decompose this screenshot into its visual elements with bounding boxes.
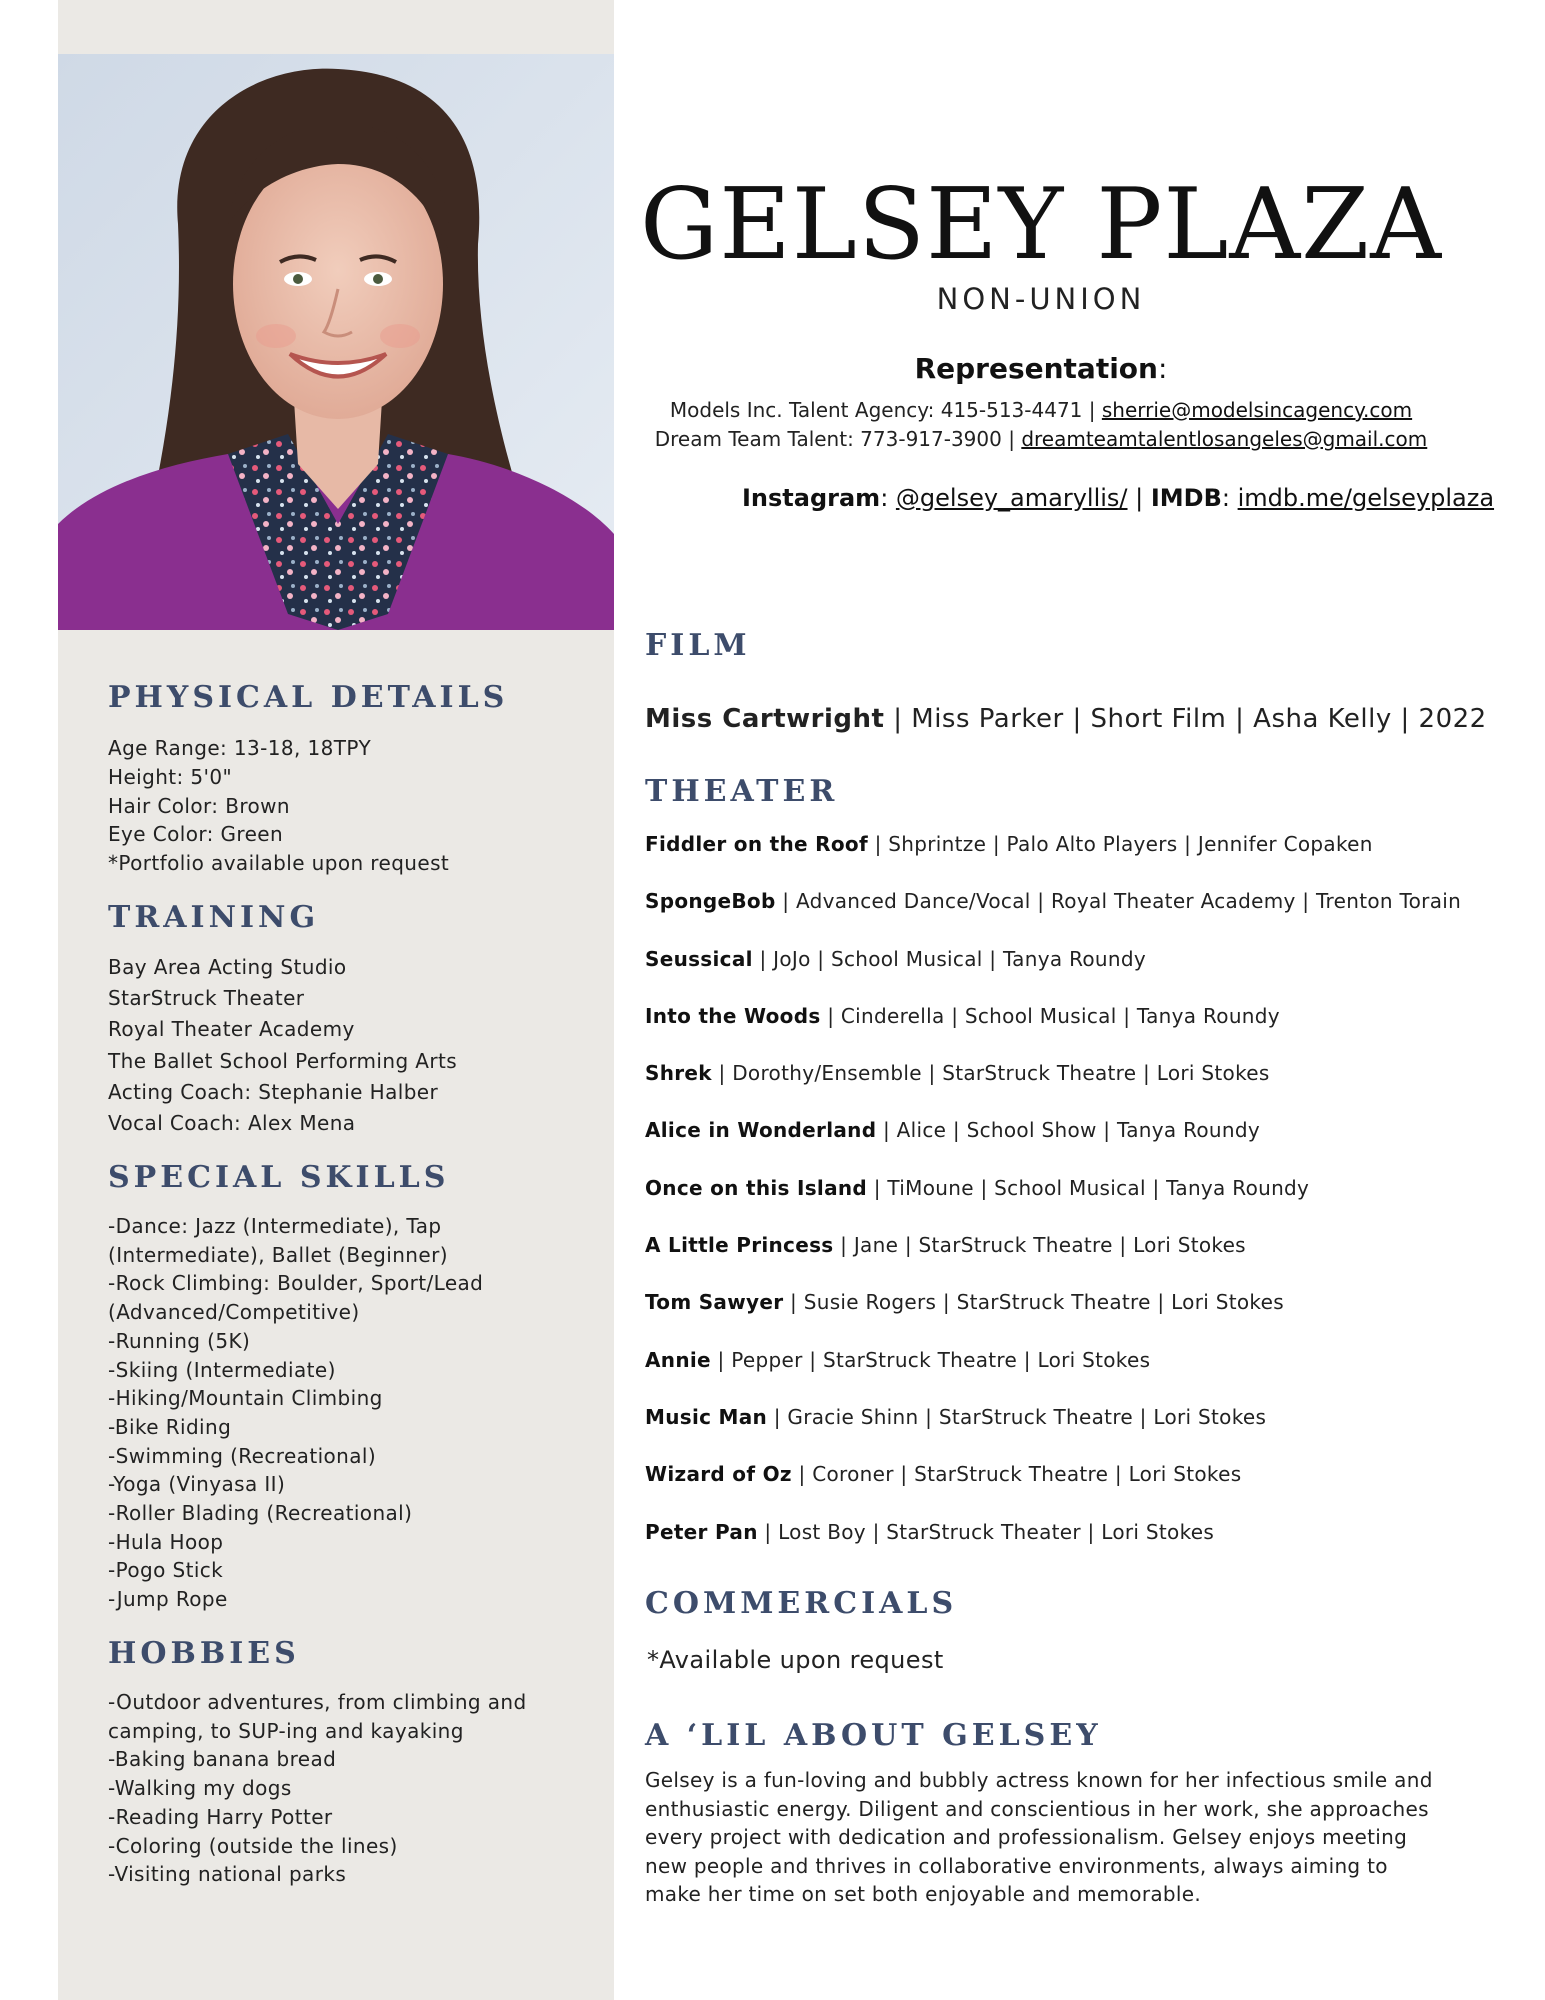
theater-credit: [645, 1520, 1461, 1577]
representation-label: Representation: [914, 352, 1158, 385]
physical-details-list: [108, 734, 449, 878]
credit-details: | Shprintze | Palo Alto Players | Jennifer Copaken: [867, 832, 1373, 856]
theater-title: THEATER: [645, 774, 839, 809]
credit-title: Wizard of Oz: [645, 1462, 792, 1487]
agency-email-link[interactable]: sherrie@modelsincagency.com: [1101, 398, 1413, 422]
film-title: FILM: [645, 628, 751, 663]
list-item: camping, to SUP-ing and kayaking: [108, 1718, 464, 1743]
headshot-photo: [58, 54, 614, 630]
credit-title: Tom Sawyer: [645, 1290, 784, 1315]
list-item: Hair Color: Brown: [108, 793, 290, 818]
theater-credit: [645, 1290, 1461, 1347]
list-item: -Bike Riding: [108, 1414, 232, 1439]
credit-title: A Little Princess: [645, 1233, 834, 1258]
list-item: (Advanced/Competitive): [108, 1300, 360, 1325]
imdb-label: IMDB: [1150, 484, 1222, 512]
list-item: StarStruck Theater: [108, 986, 305, 1011]
theater-credit: [645, 1004, 1461, 1061]
list-item: -Visiting national parks: [108, 1862, 347, 1887]
credit-details: | Pepper | StarStruck Theatre | Lori Stokes: [710, 1347, 1151, 1372]
list-item: -Running (5K): [108, 1328, 251, 1353]
credit-details: | Susie Rogers | StarStruck Theatre | Lori Stokes: [783, 1290, 1284, 1315]
credit-title: Miss Cartwright: [645, 704, 885, 734]
list-item: -Walking my dogs: [108, 1776, 292, 1801]
theater-credit: [645, 1462, 1461, 1519]
credit-title: Fiddler on the Roof: [645, 832, 868, 856]
credit-details: | Advanced Dance/Vocal | Royal Theater Academy | Trenton Torain: [775, 889, 1462, 914]
credit-title: Seussical: [645, 946, 753, 971]
credit-details: | Jane | StarStruck Theatre | Lori Stokes: [833, 1233, 1246, 1258]
list-item: Vocal Coach: Alex Mena: [108, 1111, 356, 1136]
credit-details: | TiMoune | School Musical | Tanya Roundy: [867, 1175, 1310, 1200]
list-item: -Hula Hoop: [108, 1529, 224, 1554]
list-item: -Swimming (Recreational): [108, 1443, 377, 1468]
list-item: The Ballet School Performing Arts: [108, 1048, 458, 1073]
theater-credit: [645, 1118, 1461, 1175]
theater-credit: [645, 1176, 1461, 1233]
credit-title: SpongeBob: [645, 889, 776, 914]
agency-contact: Dream Team Talent: 773-917-3900 |: [654, 427, 1022, 451]
special-skills-title: SPECIAL SKILLS: [108, 1160, 450, 1195]
list-item: -Yoga (Vinyasa II): [108, 1472, 286, 1497]
list-item: -Pogo Stick: [108, 1558, 224, 1583]
about-paragraph: Gelsey is a fun-loving and bubbly actress known for her infectious smile and enthusiastic energy. Diligent and conscientious in her work, she approaches every project with dedication and professionalism. Gelsey enjoys meeting new people and thrives in collaborative environments, always aiming to make her time on set both enjoyable and memorable.: [645, 1768, 1433, 1907]
list-item: Height: 5'0": [108, 764, 233, 789]
credit-title: Annie: [645, 1347, 711, 1372]
credit-details: | JoJo | School Musical | Tanya Roundy: [752, 946, 1146, 971]
list-item: Age Range: 13-18, 18TPY: [108, 736, 372, 760]
credit-title: Once on this Island: [645, 1175, 868, 1200]
theater-credit: [645, 947, 1461, 1004]
union-status: NON-UNION: [936, 282, 1146, 316]
credit-details: | Gracie Shinn | StarStruck Theatre | Lori Stokes: [767, 1404, 1267, 1429]
commercials-note: *Available upon request: [647, 1646, 944, 1674]
representation-heading: Representation:: [914, 352, 1168, 385]
list-item: -Skiing (Intermediate): [108, 1357, 336, 1382]
list-item: (Intermediate), Ballet (Beginner): [108, 1242, 448, 1267]
credit-details: | Lost Boy | StarStruck Theater | Lori Stokes: [757, 1519, 1215, 1544]
imdb-link[interactable]: imdb.me/gelseyplaza: [1237, 484, 1495, 512]
instagram-label: Instagram: [742, 484, 881, 512]
list-item: Eye Color: Green: [108, 822, 284, 847]
credit-title: Alice in Wonderland: [645, 1118, 877, 1143]
credit-details: | Miss Parker | Short Film | Asha Kelly | 2022: [884, 704, 1487, 734]
special-skills-list: [108, 1212, 483, 1614]
list-item: -Roller Blading (Recreational): [108, 1501, 413, 1526]
theater-credit: [645, 1348, 1461, 1405]
physical-details-title: PHYSICAL DETAILS: [108, 680, 509, 715]
theater-credit: [645, 832, 1461, 889]
list-item: Acting Coach: Stephanie Halber: [108, 1079, 439, 1104]
credit-details: | Dorothy/Ensemble | StarStruck Theatre | Lori Stokes: [711, 1061, 1270, 1086]
credit-details: | Coroner | StarStruck Theatre | Lori Stokes: [791, 1462, 1242, 1487]
hobbies-list: [108, 1688, 527, 1889]
theater-credit: [645, 889, 1461, 946]
social-links: Instagram: @gelsey_amaryllis/ | IMDB: imdb.me/gelseyplaza: [742, 484, 1495, 512]
about-title: A ‘LIL ABOUT GELSEY: [645, 1718, 1102, 1753]
actor-name: GELSEY PLAZA: [639, 168, 1443, 282]
list-item: -Coloring (outside the lines): [108, 1833, 398, 1858]
theater-credit: [645, 1233, 1461, 1290]
credit-title: Peter Pan: [645, 1519, 758, 1544]
training-title: TRAINING: [108, 900, 320, 935]
agency-email-link[interactable]: dreamteamtalentlosangeles@gmail.com: [1021, 427, 1428, 451]
credit-title: Into the Woods: [645, 1003, 821, 1028]
agency-line-models-inc: [636, 398, 1446, 422]
list-item: -Reading Harry Potter: [108, 1804, 333, 1829]
credit-details: | Cinderella | School Musical | Tanya Roundy: [820, 1003, 1280, 1028]
list-item: Royal Theater Academy: [108, 1017, 355, 1042]
list-item: Bay Area Acting Studio: [108, 955, 347, 979]
theater-credits: [645, 832, 1461, 1577]
list-item: -Rock Climbing: Boulder, Sport/Lead: [108, 1271, 484, 1296]
list-item: -Hiking/Mountain Climbing: [108, 1386, 383, 1411]
credit-title: Music Man: [645, 1404, 768, 1429]
theater-credit: [645, 1061, 1461, 1118]
hobbies-title: HOBBIES: [108, 1636, 300, 1671]
theater-credit: [645, 1405, 1461, 1462]
credit-title: Shrek: [645, 1061, 712, 1086]
list-item: -Outdoor adventures, from climbing and: [108, 1690, 527, 1714]
commercials-title: COMMERCIALS: [645, 1586, 958, 1621]
list-item: -Jump Rope: [108, 1587, 228, 1612]
list-item: -Dance: Jazz (Intermediate), Tap: [108, 1214, 442, 1238]
training-list: [108, 952, 457, 1139]
agency-line-dream-team: [636, 427, 1446, 451]
film-credit: [645, 704, 1487, 734]
credit-details: | Alice | School Show | Tanya Roundy: [876, 1118, 1260, 1143]
agency-contact: Models Inc. Talent Agency: 415-513-4471 |: [669, 398, 1102, 422]
instagram-link[interactable]: @gelsey_amaryllis/: [895, 484, 1128, 512]
list-item: -Baking banana bread: [108, 1747, 337, 1772]
list-item: *Portfolio available upon request: [108, 851, 450, 876]
